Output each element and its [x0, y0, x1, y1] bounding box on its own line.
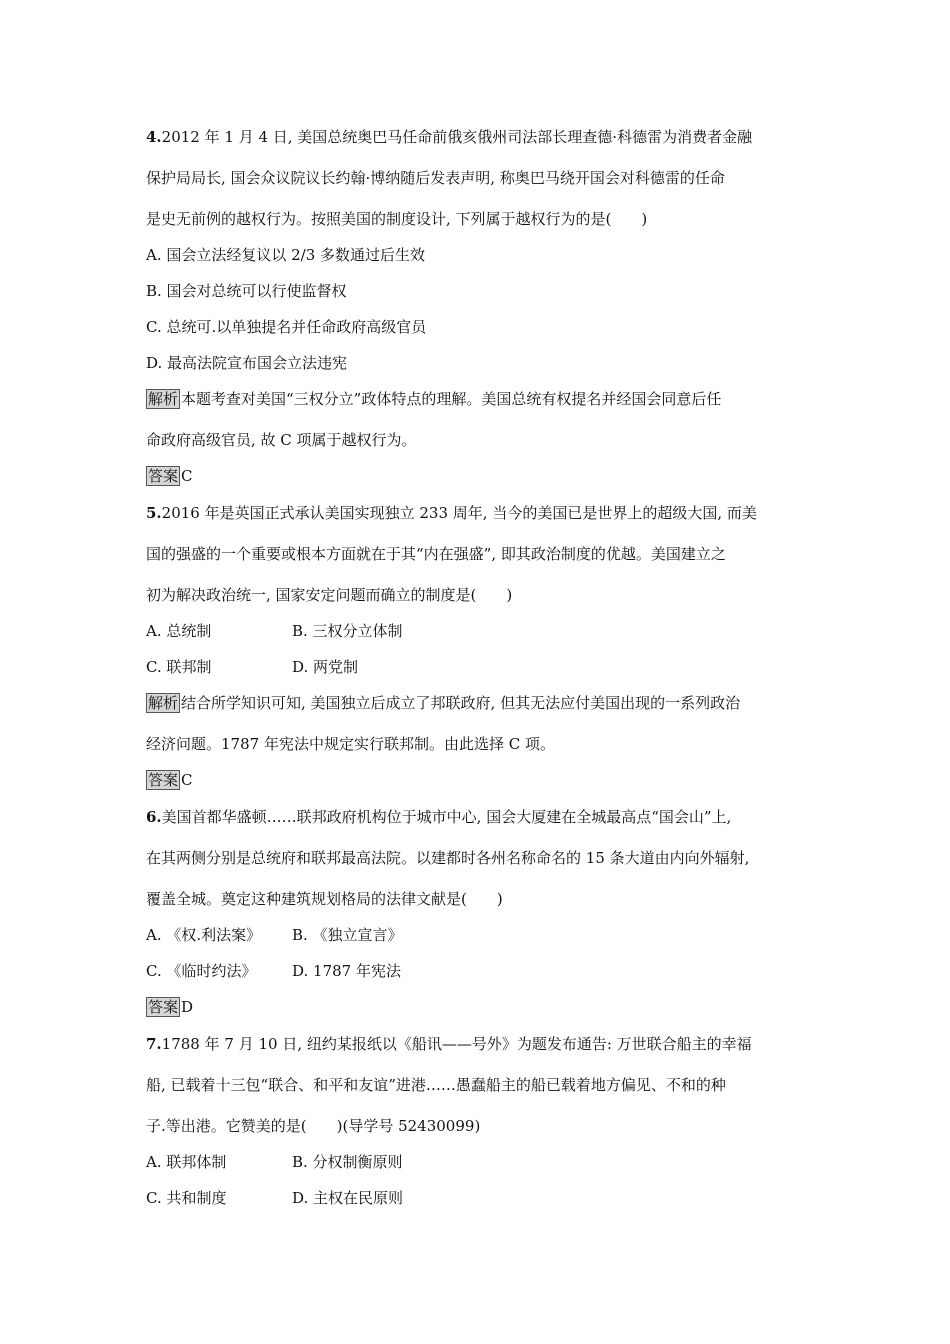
q7-option-b: B. 分权制衡原则 [292, 1153, 403, 1171]
q4-line-3: 是史无前例的越权行为。按照美国的制度设计, 下列属于越权行为的是( ) [146, 210, 648, 228]
q7-line-2: 船, 已载着十三包“联合、和平和友谊”进港……愚蠢船主的船已载着地方偏见、不和的种 [146, 1076, 726, 1094]
q7-option-a: A. 联邦体制 [146, 1153, 227, 1171]
answer-tag: 答案 [148, 998, 179, 1016]
q5-line-3: 初为解决政治统一, 国家安定问题而确立的制度是( ) [146, 586, 513, 604]
analysis-tag: 解析 [148, 390, 179, 408]
q5-option-c: C. 联邦制 [146, 658, 212, 676]
q6-line-2: 在其两侧分别是总统府和联邦最高法院。以建都时各州名称命名的 15 条大道由内向外辐射, [146, 849, 750, 867]
q4-number: 4. [146, 128, 162, 146]
answer-tag: 答案 [148, 771, 179, 789]
q4-line-1: 4.2012 年 1 月 4 日, 美国总统奥巴马任命前俄亥俄州司法部长理查德·科德雷为消费者金融 [146, 128, 753, 146]
q5-answer: 答案 C [148, 771, 193, 789]
q5-analysis: 解析 结合所学知识可知, 美国独立后成立了邦联政府, 但其无法应付美国出现的一系列政治 [148, 694, 741, 712]
q6-number: 6. [146, 808, 162, 826]
q6-line-1: 6.美国首都华盛顿……联邦政府机构位于城市中心, 国会大厦建在全城最高点“国会山”上, [146, 808, 732, 826]
q7-option-d: D. 主权在民原则 [292, 1189, 404, 1207]
q4-option-d: D. 最高法院宣布国会立法违宪 [146, 354, 348, 372]
q6-option-c: C. 《临时约法》 [146, 962, 257, 980]
q5-option-a: A. 总统制 [146, 622, 212, 640]
q6-answer: 答案 D [148, 998, 194, 1016]
q6-option-d: D. 1787 年宪法 [292, 962, 401, 980]
q4-option-a: A. 国会立法经复议以 2/3 多数通过后生效 [146, 246, 426, 264]
q5-line-1: 5.2016 年是英国正式承认美国实现独立 233 周年, 当今的美国已是世界上的超级大国, 而美 [146, 504, 757, 522]
q4-answer: 答案 C [148, 467, 193, 485]
q5-line-2: 国的强盛的一个重要或根本方面就在于其“内在强盛”, 即其政治制度的优越。美国建立之 [146, 545, 726, 563]
q6-option-a: A. 《权.利法案》 [146, 926, 262, 944]
answer-tag: 答案 [148, 467, 179, 485]
q7-number: 7. [146, 1035, 162, 1053]
q4-analysis-line-2: 命政府高级官员, 故 C 项属于越权行为。 [146, 431, 417, 449]
q6-option-b: B. 《独立宣言》 [292, 926, 403, 944]
q5-number: 5. [146, 504, 162, 522]
q4-analysis: 解析 本题考查对美国“三权分立”政体特点的理解。美国总统有权提名并经国会同意后任 [148, 390, 722, 408]
q4-line-2: 保护局局长, 国会众议院议长约翰·博纳随后发表声明, 称奥巴马绕开国会对科德雷的任命 [146, 169, 725, 187]
q5-option-d: D. 两党制 [292, 658, 359, 676]
q4-option-c: C. 总统可.以单独提名并任命政府高级官员 [146, 318, 427, 336]
q7-line-3: 子.等出港。它赞美的是( )(导学号 52430099) [146, 1117, 481, 1135]
q5-option-b: B. 三权分立体制 [292, 622, 403, 640]
q7-line-1: 7.1788 年 7 月 10 日, 纽约某报纸以《船讯——号外》为题发布通告: 万世联合船主的幸福 [146, 1035, 752, 1053]
q7-option-c: C. 共和制度 [146, 1189, 227, 1207]
analysis-tag: 解析 [148, 694, 179, 712]
q6-line-3: 覆盖全城。奠定这种建筑规划格局的法律文献是( ) [146, 890, 503, 908]
q5-analysis-line-2: 经济问题。1787 年宪法中规定实行联邦制。由此选择 C 项。 [146, 735, 555, 753]
q4-option-b: B. 国会对总统可以行使监督权 [146, 282, 347, 300]
